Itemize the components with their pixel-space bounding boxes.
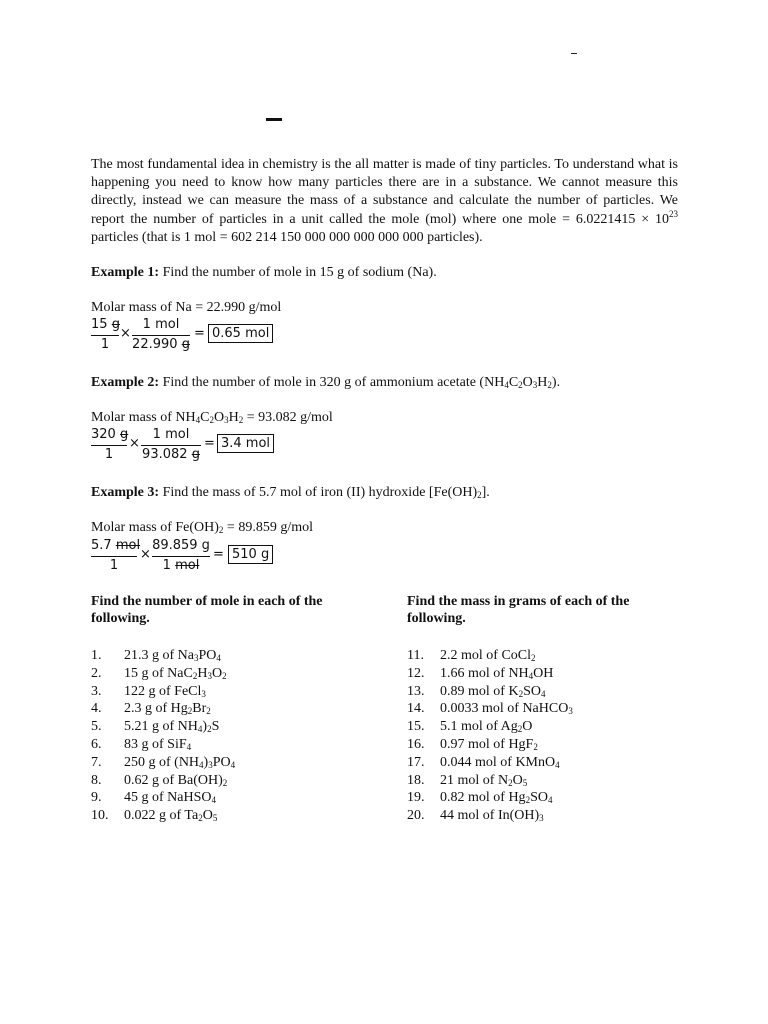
problem-number: 5. [91, 719, 102, 735]
problem-item [91, 665, 235, 683]
problem-item [407, 665, 573, 683]
answer-box: 0.65 mol [208, 324, 273, 343]
problem-text: 0.044 mol of KMnO$_4$ [440, 754, 560, 770]
problem-item [407, 700, 573, 718]
example-3-prompt: Example 3: Find the mass of 5.7 mol of iron (II) hydroxide $[Fe(OH)_2]$. [91, 485, 490, 500]
problem-number: 20. [407, 808, 425, 824]
problem-text: 0.022 g of $Ta_2O_5$ [124, 808, 218, 824]
answer-box: 510 g [228, 545, 273, 564]
mole-problem-list [91, 647, 235, 825]
fraction-given: 15 g 1 [91, 317, 120, 352]
problem-text: 0.0033 mol of NaHCO$_3$ [440, 701, 573, 717]
problem-text: 5.1 mol of $Ag_2O$ [440, 719, 533, 735]
intro-paragraph: The most fundamental idea in chemistry is the all matter is made of tiny particles. To understand what is happening you need to know how many particles there are in a substance. We cannot measure this directly, instead we can measure the mass of a substance and calculate the number of particles. We report the number of particles in a unit called the mole (mol) where one mole = $6.0221415 \times 10^{23}$ particles (that is 1 mol = 602 214 150 000 000 000 000 000 particles). [91, 157, 678, 245]
problem-number: 14. [407, 701, 425, 717]
problem-text: 5.21 g of $NH_4)_2S$ [124, 719, 220, 735]
problem-item [407, 683, 573, 701]
example-1-prompt: Example 1: Find the number of mole in 15 g of sodium (Na). [91, 265, 437, 280]
problem-item [91, 754, 235, 772]
problem-text: 0.89 mol of $K_2SO_4$ [440, 683, 546, 699]
problem-text: 83 g of SiF$_4$ [124, 736, 192, 752]
problem-text: 45 g of NaHSO$_4$ [124, 790, 216, 806]
example-3-molar-mass: Molar mass of $Fe(OH)_2 = 89.859$ g/mol [91, 520, 313, 535]
problem-item [91, 683, 235, 701]
problem-text: 2.2 mol of CoCl$_2$ [440, 648, 536, 663]
problem-number: 7. [91, 754, 102, 770]
problem-text: 250 g of $(NH_4)_3PO_4$ [124, 754, 236, 770]
problem-item [91, 736, 235, 754]
problem-number: 15. [407, 719, 425, 735]
problem-text: 21.3 g of $Na_3PO_4$ [124, 648, 221, 663]
problem-text: 0.97 mol of HgF$_2$ [440, 736, 538, 752]
problem-text: 0.82 mol of $Hg_2SO_4$ [440, 790, 553, 806]
problem-item [407, 789, 573, 807]
problem-number: 13. [407, 683, 425, 699]
problem-number: 16. [407, 736, 425, 752]
fraction-conversion: 1 mol 93.082 g [142, 427, 200, 462]
header-dash-small [571, 53, 577, 54]
problem-text: 44 mol of $In(OH)_3$ [440, 808, 544, 824]
problem-text: 15 g of $NaC_2H_3O_2$ [124, 665, 227, 681]
problem-item [407, 736, 573, 754]
problem-item [407, 647, 573, 665]
problem-item [91, 700, 235, 718]
mass-problem-list [407, 647, 573, 825]
problem-text: 2.3 g of $Hg_2Br_2$ [124, 701, 211, 717]
problem-number: 6. [91, 736, 102, 752]
fraction-conversion: 89.859 g 1 mol [152, 538, 210, 573]
answer-box: 3.4 mol [217, 434, 274, 453]
example-2-molar-mass: Molar mass of $NH_4C_2O_3H_2 = 93.082$ g/mol [91, 410, 333, 425]
title-dash [266, 118, 282, 121]
left-column-heading: Find the number of mole in each of the following. [91, 594, 323, 626]
problem-number: 10. [91, 808, 109, 824]
problem-number: 4. [91, 701, 102, 717]
problem-number: 3. [91, 683, 102, 699]
problem-number: 11. [407, 648, 424, 663]
problem-number: 1. [91, 648, 102, 663]
problem-text: 122 g of FeCl$_3$ [124, 683, 206, 699]
problem-item [91, 807, 235, 825]
problem-item [407, 718, 573, 736]
problem-number: 2. [91, 665, 102, 681]
problem-number: 17. [407, 754, 425, 770]
fraction-given: 5.7 mol 1 [91, 538, 141, 573]
problem-number: 18. [407, 772, 425, 788]
problem-item [407, 772, 573, 790]
problem-text: 21 mol of $N_2O_5$ [440, 772, 528, 788]
fraction-conversion: 1 mol 22.990 g [132, 317, 190, 352]
problem-item [91, 789, 235, 807]
example-1-molar-mass: Molar mass of Na = 22.990 g/mol [91, 300, 282, 315]
example-2-prompt: Example 2: Find the number of mole in 320 g of ammonium acetate $(NH_4C_2O_3H_2)$. [91, 375, 561, 390]
problem-number: 12. [407, 665, 425, 681]
problem-item [91, 772, 235, 790]
problem-item [91, 647, 235, 665]
problem-text: 1.66 mol of $NH_4OH$ [440, 665, 554, 681]
right-column-heading: Find the mass in grams of each of the following. [407, 594, 630, 626]
fraction-given: 320 g 1 [91, 427, 129, 462]
problem-number: 9. [91, 790, 102, 806]
problem-item [407, 807, 573, 825]
problem-number: 19. [407, 790, 425, 806]
problem-item [407, 754, 573, 772]
problem-number: 8. [91, 772, 102, 788]
problem-text: 0.62 g of $Ba(OH)_2$ [124, 772, 228, 788]
problem-item [91, 718, 235, 736]
